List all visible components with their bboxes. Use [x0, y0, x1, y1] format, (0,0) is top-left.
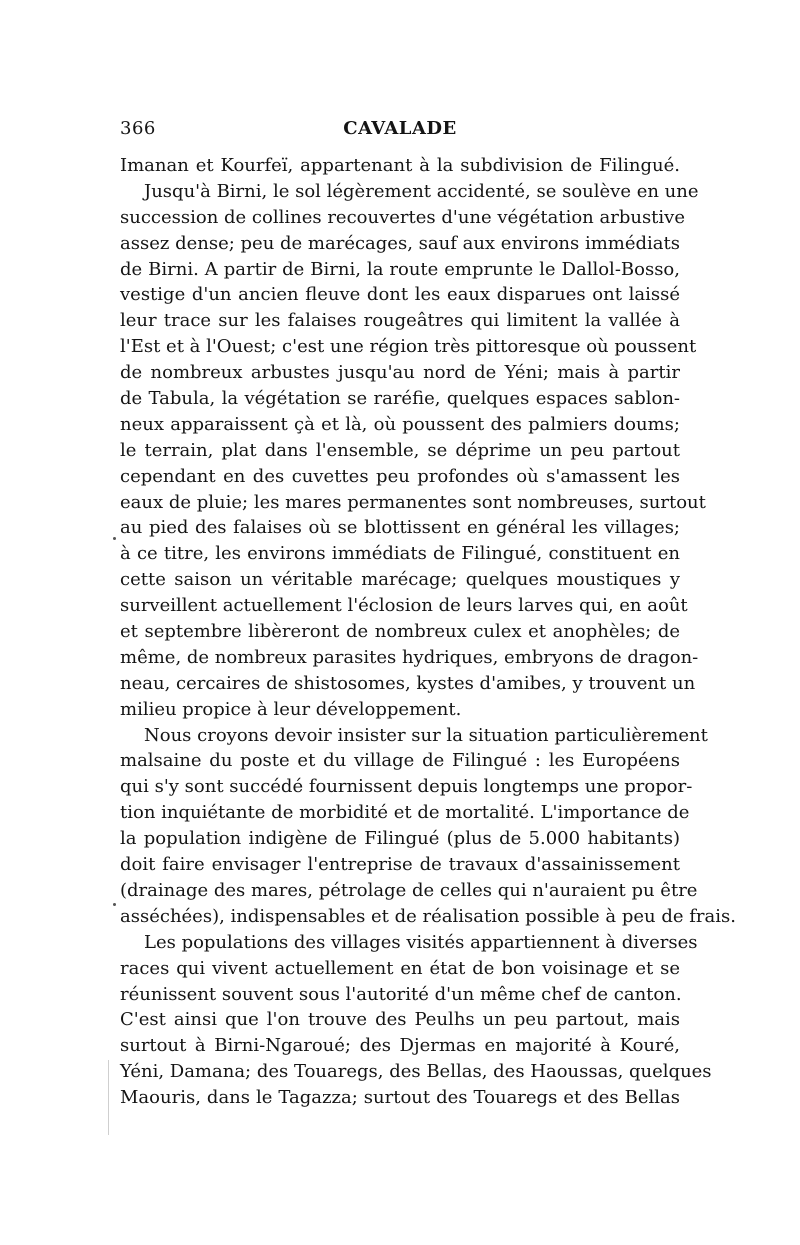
text-line: surtout à Birni-Ngaroué; des Djermas en majorité à Kouré, [120, 1035, 680, 1057]
text-line: l'Est et à l'Ouest; c'est une région très pittoresque où poussent [120, 336, 697, 358]
text-line: de Birni. A partir de Birni, la route emprunte le Dallol-Bosso, [120, 258, 680, 280]
text-line: Imanan et Kourfeï, appartenant à la subdivision de Filingué. [120, 155, 680, 176]
text-line: leur trace sur les falaises rougeâtres qui limitent la vallée à [120, 310, 680, 332]
text-line: neau, cercaires de shistosomes, kystes d'amibes, y trouvent un [120, 672, 696, 694]
text-line: doit faire envisager l'entreprise de travaux d'assainissement [120, 854, 680, 876]
text-line: tion inquiétante de morbidité et de mortalité. L'importance de [120, 802, 690, 824]
text-line: (drainage des mares, pétrolage de celles qui n'auraient pu être [120, 879, 698, 901]
text-line: Les populations des villages visités appartiennent à diverses [144, 931, 698, 953]
text-line: Jusqu'à Birni, le sol légèrement accidenté, se soulève en une [144, 180, 699, 202]
text-line: le terrain, plat dans l'ensemble, se déprime un peu partout [120, 439, 680, 461]
text-line: succession de collines recouvertes d'une végétation arbustive [120, 206, 685, 228]
text-line: eaux de pluie; les mares permanentes sont nombreuses, surtout [120, 491, 706, 513]
margin-dot [113, 537, 116, 540]
page-number: 366 [120, 118, 156, 139]
margin-rule [108, 1060, 109, 1135]
text-line: de Tabula, la végétation se raréfie, quelques espaces sablon- [120, 388, 680, 410]
text-line: réunissent souvent sous l'autorité d'un même chef de canton. [120, 983, 682, 1005]
text-line: races qui vivent actuellement en état de bon voisinage et se [120, 957, 680, 979]
body-text [120, 153, 736, 1111]
text-line: cependant en des cuvettes peu profondes où s'amassent les [120, 465, 680, 487]
margin-dot [113, 903, 116, 906]
running-head [120, 118, 680, 142]
text-line: même, de nombreux parasites hydriques, embryons de dragon- [120, 646, 699, 668]
text-line: Maouris, dans le Tagazza; surtout des Touaregs et des Bellas [120, 1087, 680, 1109]
text-line: milieu propice à leur développement. [120, 698, 462, 720]
text-line: et septembre libèreront de nombreux culex et anophèles; de [120, 621, 680, 643]
text-line: assez dense; peu de marécages, sauf aux environs immédiats [120, 232, 680, 254]
text-line: la population indigène de Filingué (plus de 5.000 habitants) [120, 828, 680, 850]
text-line: vestige d'un ancien fleuve dont les eaux disparues ont laissé [120, 284, 680, 306]
text-line: Yéni, Damana; des Touaregs, des Bellas, des Haoussas, quelques [120, 1061, 712, 1083]
running-title: CAVALADE [343, 118, 457, 139]
text-line: de nombreux arbustes jusqu'au nord de Yéni; mais à partir [120, 362, 680, 384]
text-line: malsaine du poste et du village de Filingué : les Européens [120, 750, 680, 772]
text-line: surveillent actuellement l'éclosion de leurs larves qui, en août [120, 595, 688, 617]
text-line: au pied des falaises où se blottissent en général les villages; [120, 517, 680, 539]
text-line: qui s'y sont succédé fournissent depuis longtemps une propor- [120, 776, 693, 798]
text-line: neux apparaissent çà et là, où poussent des palmiers doums; [120, 413, 680, 435]
text-line: Nous croyons devoir insister sur la situation particulièrement [144, 724, 708, 746]
text-line: asséchées), indispensables et de réalisation possible à peu de frais. [120, 905, 736, 927]
text-line: cette saison un véritable marécage; quelques moustiques y [120, 569, 680, 591]
text-line: C'est ainsi que l'on trouve des Peulhs un peu partout, mais [120, 1009, 680, 1031]
text-line: à ce titre, les environs immédiats de Filingué, constituent en [120, 543, 680, 565]
